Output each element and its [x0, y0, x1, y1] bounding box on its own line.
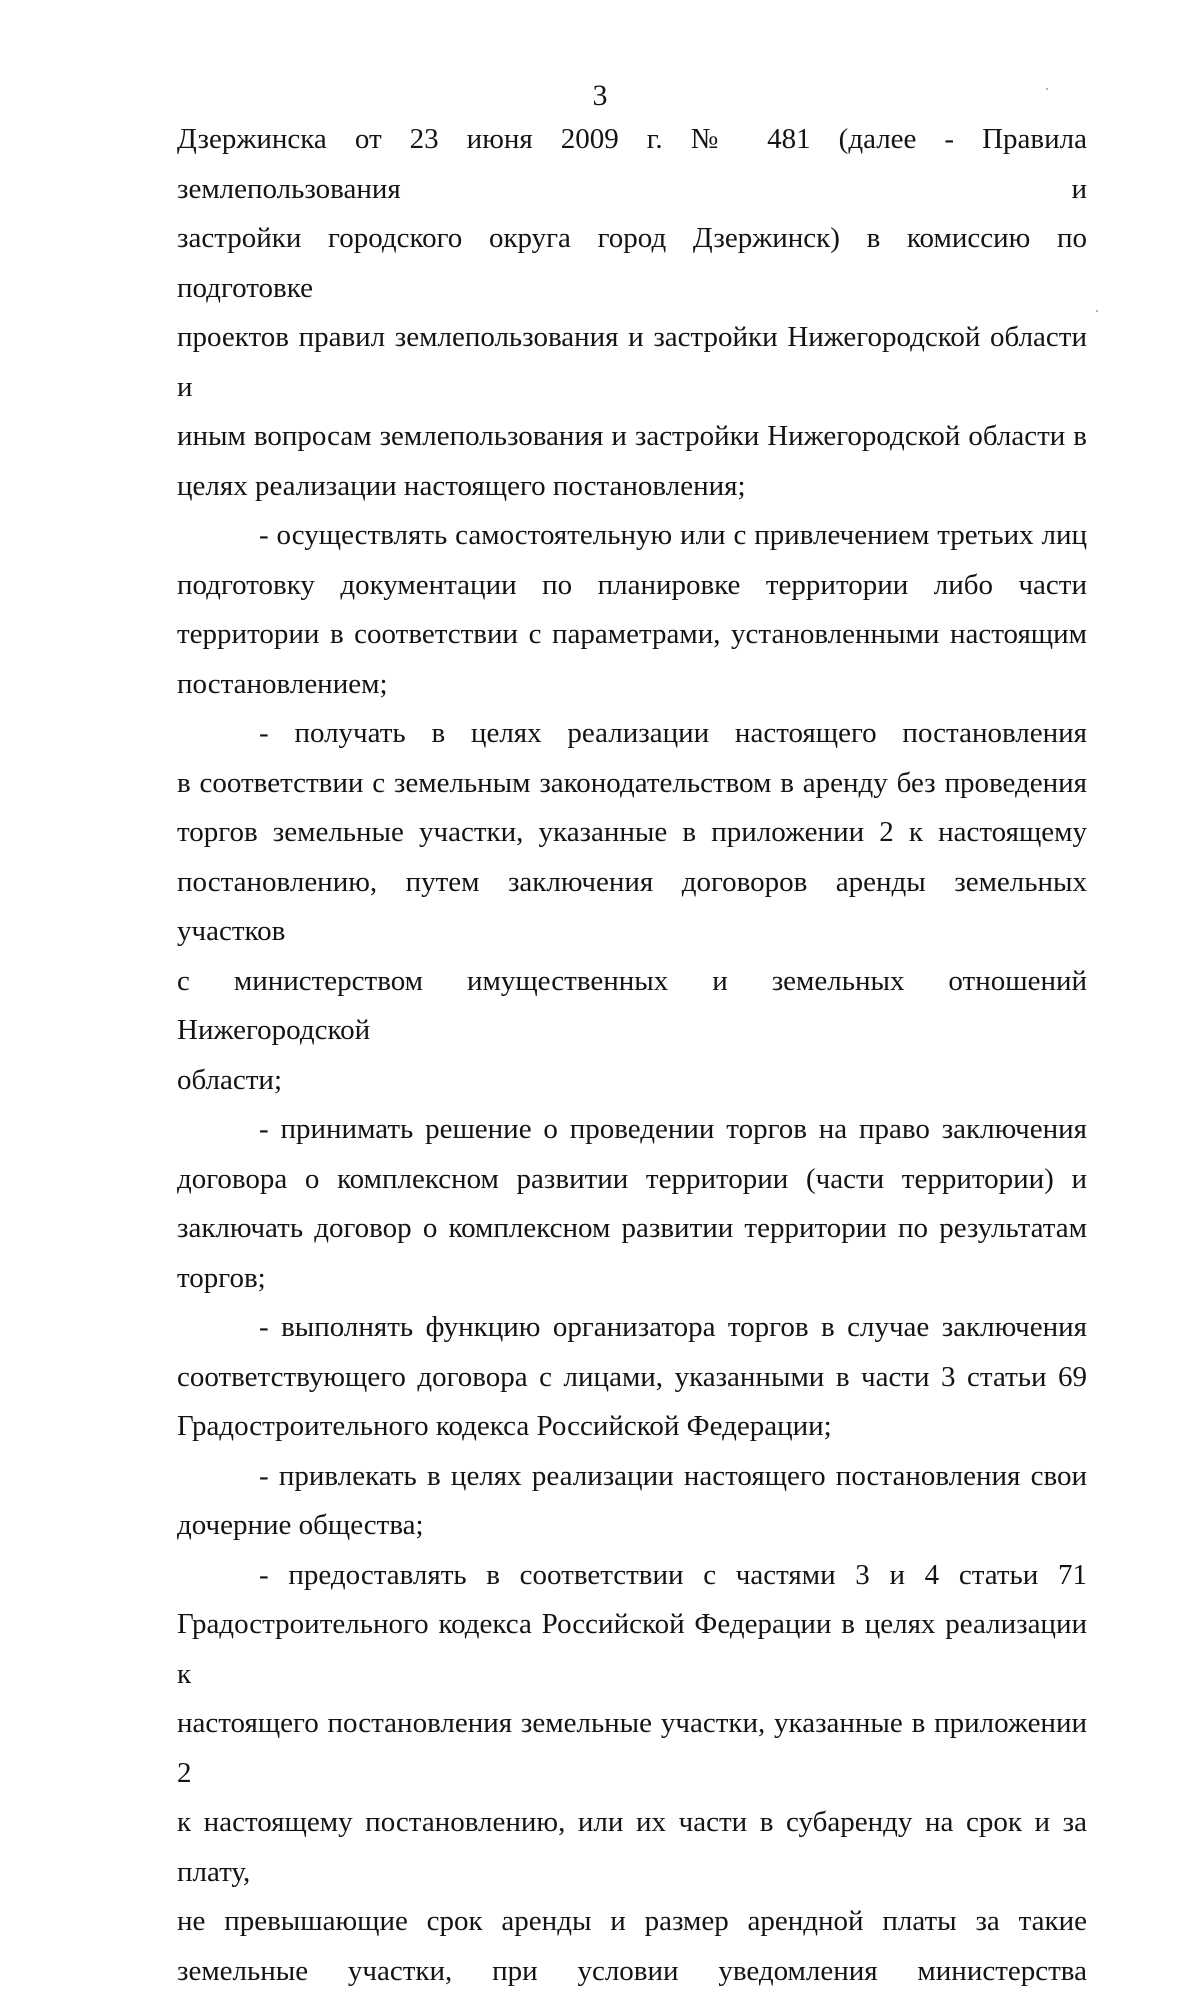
text-line: дочерние общества;: [177, 1501, 1087, 1551]
text-line: застройки городского округа город Дзержинск) в комиссию по подготовке: [177, 214, 1087, 313]
paragraph-6: [177, 1452, 1087, 1551]
text-line: настоящего постановления земельные участки, указанные в приложении 2: [177, 1699, 1087, 1798]
text-line: территории в соответствии с параметрами, установленными настоящим: [177, 610, 1087, 660]
text-line: Градостроительного кодекса Российской Федерации;: [177, 1402, 1087, 1452]
text-line: - выполнять функцию организатора торгов в случае заключения: [177, 1303, 1087, 1353]
scan-speck: [1096, 310, 1098, 312]
text-line: - предоставлять в соответствии с частями 3 и 4 статьи 71: [177, 1551, 1087, 1601]
paragraph-7: [177, 1551, 1087, 1996]
text-line: Градостроительного кодекса Российской Федерации в целях реализации к: [177, 1600, 1087, 1699]
paragraph-4: [177, 1105, 1087, 1303]
text-line: - получать в целях реализации настоящего постановления: [177, 709, 1087, 759]
scan-speck: [1046, 88, 1048, 90]
paragraph-2: [177, 511, 1087, 709]
page-number: 3: [0, 76, 1200, 116]
text-line: области;: [177, 1056, 1087, 1106]
text-line: торгов земельные участки, указанные в приложении 2 к настоящему: [177, 808, 1087, 858]
paragraph-3: [177, 709, 1087, 1105]
text-line: подготовку документации по планировке территории либо части: [177, 561, 1087, 611]
paragraph-1: [177, 115, 1087, 511]
text-line: Дзержинска от 23 июня 2009 г. № 481 (далее - Правила землепользования и: [177, 115, 1087, 214]
paragraph-5: [177, 1303, 1087, 1452]
text-line: - принимать решение о проведении торгов на право заключения: [177, 1105, 1087, 1155]
text-line: проектов правил землепользования и застройки Нижегородской области и: [177, 313, 1087, 412]
text-line: целях реализации настоящего постановления;: [177, 462, 1087, 512]
text-line: иным вопросам землепользования и застройки Нижегородской области в: [177, 412, 1087, 462]
text-line: не превышающие срок аренды и размер арендной платы за такие: [177, 1897, 1087, 1947]
text-line: земельные участки, при условии уведомления министерства: [177, 1947, 1087, 1996]
text-line: - осуществлять самостоятельную или с привлечением третьих лиц: [177, 511, 1087, 561]
text-line: договора о комплексном развитии территории (части территории) и: [177, 1155, 1087, 1205]
text-line: с министерством имущественных и земельных отношений Нижегородской: [177, 957, 1087, 1056]
text-line: - привлекать в целях реализации настоящего постановления свои: [177, 1452, 1087, 1502]
text-line: заключать договор о комплексном развитии территории по результатам: [177, 1204, 1087, 1254]
text-line: постановлению, путем заключения договоров аренды земельных участков: [177, 858, 1087, 957]
text-line: постановлением;: [177, 660, 1087, 710]
document-body: [177, 115, 1087, 1996]
text-line: к настоящему постановлению, или их части в субаренду на срок и за плату,: [177, 1798, 1087, 1897]
text-line: торгов;: [177, 1254, 1087, 1304]
text-line: соответствующего договора с лицами, указанными в части 3 статьи 69: [177, 1353, 1087, 1403]
text-line: в соответствии с земельным законодательством в аренду без проведения: [177, 759, 1087, 809]
